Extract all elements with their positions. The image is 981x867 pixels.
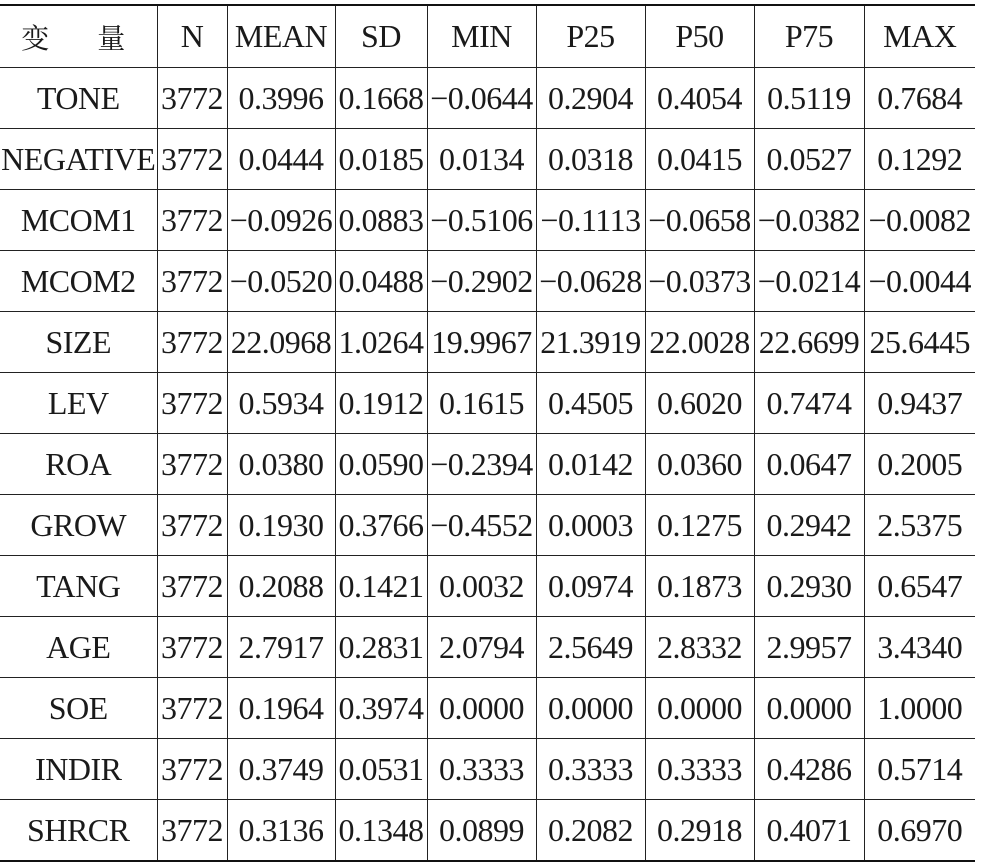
p75-cell: −0.0382	[754, 190, 864, 251]
sd-cell: 0.2831	[335, 617, 427, 678]
max-cell: −0.0082	[864, 190, 975, 251]
p75-cell: 0.4071	[754, 800, 864, 862]
p25-cell: 0.0000	[536, 678, 645, 739]
n-cell: 3772	[157, 68, 227, 129]
max-cell: 0.6970	[864, 800, 975, 862]
max-cell: −0.0044	[864, 251, 975, 312]
mean-cell: 0.2088	[227, 556, 335, 617]
mean-cell: 0.3996	[227, 68, 335, 129]
p25-cell: −0.0628	[536, 251, 645, 312]
p50-cell: 0.3333	[645, 739, 754, 800]
variable-name-cell: GROW	[0, 495, 157, 556]
p25-cell: 2.5649	[536, 617, 645, 678]
n-cell: 3772	[157, 373, 227, 434]
variable-name-cell: NEGATIVE	[0, 129, 157, 190]
table-row	[0, 251, 975, 312]
p50-cell: 0.0360	[645, 434, 754, 495]
min-cell: 0.0032	[427, 556, 536, 617]
p75-cell: 0.2930	[754, 556, 864, 617]
sd-cell: 0.0185	[335, 129, 427, 190]
mean-cell: 0.0444	[227, 129, 335, 190]
variable-name-cell: SIZE	[0, 312, 157, 373]
p25-cell: 0.0318	[536, 129, 645, 190]
table-row	[0, 800, 975, 862]
variable-name-cell: ROA	[0, 434, 157, 495]
table-row	[0, 129, 975, 190]
n-cell: 3772	[157, 678, 227, 739]
n-cell: 3772	[157, 434, 227, 495]
variable-name-cell: MCOM2	[0, 251, 157, 312]
p50-cell: 0.6020	[645, 373, 754, 434]
table-header	[0, 5, 975, 68]
p50-cell: 2.8332	[645, 617, 754, 678]
min-cell: 0.1615	[427, 373, 536, 434]
p25-header: P25	[536, 5, 645, 68]
variable-name-cell: SOE	[0, 678, 157, 739]
p25-cell: 0.4505	[536, 373, 645, 434]
n-cell: 3772	[157, 190, 227, 251]
mean-cell: 0.5934	[227, 373, 335, 434]
max-header: MAX	[864, 5, 975, 68]
min-cell: 2.0794	[427, 617, 536, 678]
max-cell: 25.6445	[864, 312, 975, 373]
descriptive-statistics-table-container	[0, 4, 975, 862]
variable-name-cell: TONE	[0, 68, 157, 129]
n-cell: 3772	[157, 312, 227, 373]
table-row	[0, 434, 975, 495]
p50-cell: 0.0415	[645, 129, 754, 190]
table-row	[0, 373, 975, 434]
p50-cell: 0.0000	[645, 678, 754, 739]
n-cell: 3772	[157, 251, 227, 312]
p50-cell: 0.4054	[645, 68, 754, 129]
min-cell: 19.9967	[427, 312, 536, 373]
p75-cell: 0.5119	[754, 68, 864, 129]
sd-cell: 0.0531	[335, 739, 427, 800]
variable-header: 变 量	[0, 5, 157, 68]
table-row	[0, 617, 975, 678]
n-cell: 3772	[157, 739, 227, 800]
n-cell: 3772	[157, 556, 227, 617]
max-cell: 3.4340	[864, 617, 975, 678]
min-cell: −0.2902	[427, 251, 536, 312]
p25-cell: −0.1113	[536, 190, 645, 251]
p50-cell: −0.0373	[645, 251, 754, 312]
p25-cell: 0.2082	[536, 800, 645, 862]
min-cell: 0.3333	[427, 739, 536, 800]
sd-cell: 0.3974	[335, 678, 427, 739]
p75-cell: 0.0647	[754, 434, 864, 495]
variable-name-cell: MCOM1	[0, 190, 157, 251]
variable-name-cell: AGE	[0, 617, 157, 678]
p75-cell: 0.4286	[754, 739, 864, 800]
variable-name-cell: TANG	[0, 556, 157, 617]
p75-cell: 22.6699	[754, 312, 864, 373]
p25-cell: 0.0003	[536, 495, 645, 556]
mean-cell: 0.3136	[227, 800, 335, 862]
p50-cell: −0.0658	[645, 190, 754, 251]
sd-cell: 0.1912	[335, 373, 427, 434]
min-cell: 0.0000	[427, 678, 536, 739]
table-row	[0, 190, 975, 251]
n-cell: 3772	[157, 129, 227, 190]
mean-header: MEAN	[227, 5, 335, 68]
table-body	[0, 68, 975, 862]
mean-cell: 22.0968	[227, 312, 335, 373]
n-cell: 3772	[157, 800, 227, 862]
min-cell: 0.0134	[427, 129, 536, 190]
p75-cell: 0.7474	[754, 373, 864, 434]
p25-cell: 0.2904	[536, 68, 645, 129]
variable-name-cell: INDIR	[0, 739, 157, 800]
sd-header: SD	[335, 5, 427, 68]
min-cell: −0.2394	[427, 434, 536, 495]
min-cell: −0.5106	[427, 190, 536, 251]
p75-cell: 2.9957	[754, 617, 864, 678]
variable-name-cell: LEV	[0, 373, 157, 434]
max-cell: 0.6547	[864, 556, 975, 617]
p75-cell: 0.0527	[754, 129, 864, 190]
n-cell: 3772	[157, 495, 227, 556]
table-row	[0, 495, 975, 556]
p25-cell: 0.0974	[536, 556, 645, 617]
min-cell: −0.0644	[427, 68, 536, 129]
mean-cell: 2.7917	[227, 617, 335, 678]
p25-cell: 0.0142	[536, 434, 645, 495]
sd-cell: 0.1668	[335, 68, 427, 129]
table-row	[0, 556, 975, 617]
min-cell: −0.4552	[427, 495, 536, 556]
sd-cell: 0.1421	[335, 556, 427, 617]
table-row	[0, 312, 975, 373]
header-row	[0, 5, 975, 68]
mean-cell: −0.0520	[227, 251, 335, 312]
sd-cell: 0.3766	[335, 495, 427, 556]
n-header: N	[157, 5, 227, 68]
p50-header: P50	[645, 5, 754, 68]
mean-cell: 0.0380	[227, 434, 335, 495]
n-cell: 3772	[157, 617, 227, 678]
p75-cell: 0.0000	[754, 678, 864, 739]
mean-cell: 0.1930	[227, 495, 335, 556]
max-cell: 2.5375	[864, 495, 975, 556]
descriptive-statistics-table	[0, 4, 975, 862]
p50-cell: 0.1275	[645, 495, 754, 556]
sd-cell: 0.0883	[335, 190, 427, 251]
sd-cell: 1.0264	[335, 312, 427, 373]
p50-cell: 0.2918	[645, 800, 754, 862]
min-header: MIN	[427, 5, 536, 68]
sd-cell: 0.1348	[335, 800, 427, 862]
p25-cell: 21.3919	[536, 312, 645, 373]
variable-name-cell: SHRCR	[0, 800, 157, 862]
sd-cell: 0.0590	[335, 434, 427, 495]
max-cell: 0.5714	[864, 739, 975, 800]
table-row	[0, 68, 975, 129]
max-cell: 0.2005	[864, 434, 975, 495]
p50-cell: 22.0028	[645, 312, 754, 373]
mean-cell: 0.1964	[227, 678, 335, 739]
p75-cell: 0.2942	[754, 495, 864, 556]
max-cell: 0.7684	[864, 68, 975, 129]
mean-cell: −0.0926	[227, 190, 335, 251]
p75-header: P75	[754, 5, 864, 68]
max-cell: 0.9437	[864, 373, 975, 434]
sd-cell: 0.0488	[335, 251, 427, 312]
p50-cell: 0.1873	[645, 556, 754, 617]
p25-cell: 0.3333	[536, 739, 645, 800]
max-cell: 0.1292	[864, 129, 975, 190]
max-cell: 1.0000	[864, 678, 975, 739]
min-cell: 0.0899	[427, 800, 536, 862]
table-row	[0, 739, 975, 800]
mean-cell: 0.3749	[227, 739, 335, 800]
p75-cell: −0.0214	[754, 251, 864, 312]
table-row	[0, 678, 975, 739]
